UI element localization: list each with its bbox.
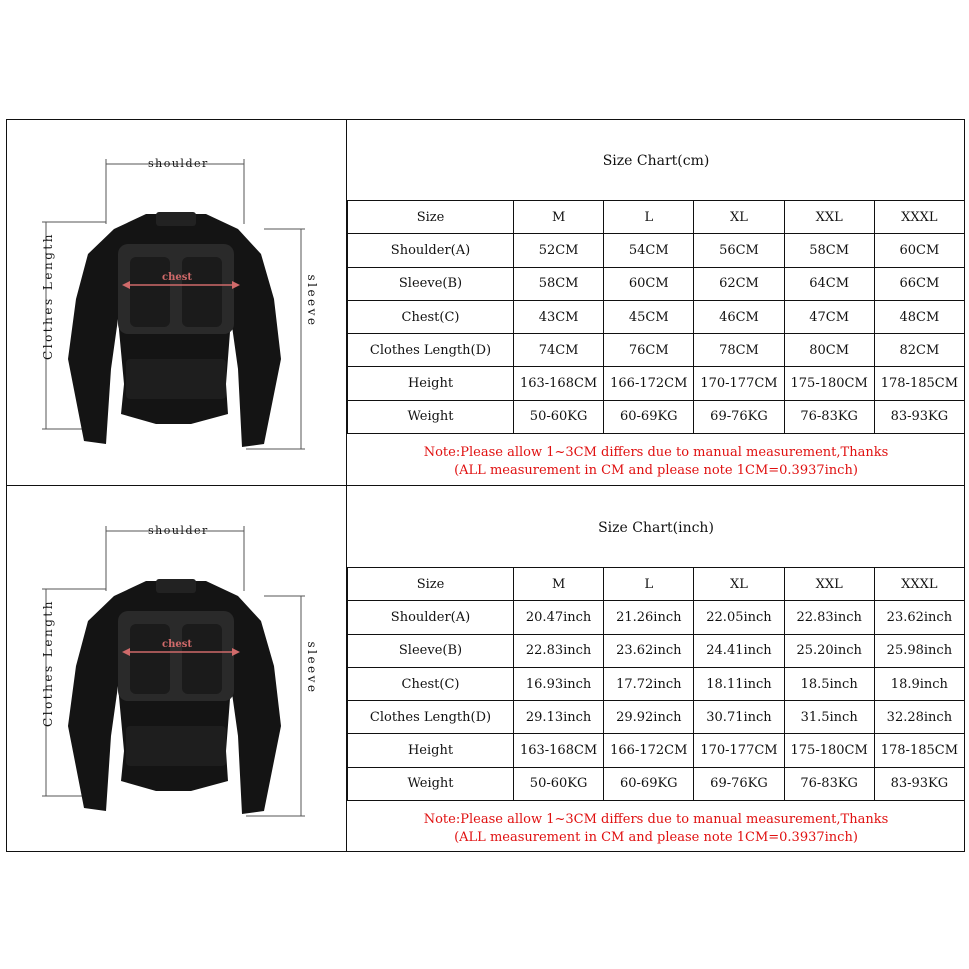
table-cell: 24.41inch bbox=[694, 634, 784, 667]
table-cell: 50-60KG bbox=[514, 767, 604, 800]
table-row bbox=[348, 400, 965, 433]
table-cell: 50-60KG bbox=[514, 400, 604, 433]
table-cell: 54CM bbox=[604, 234, 694, 267]
table-row bbox=[348, 334, 965, 367]
table-row bbox=[348, 367, 965, 400]
table-header-cell: XL bbox=[694, 201, 784, 234]
table-row bbox=[348, 234, 965, 267]
table-cell: 83-93KG bbox=[874, 400, 964, 433]
table-cell: 69-76KG bbox=[694, 400, 784, 433]
table-cell: 45CM bbox=[604, 300, 694, 333]
table-cell: 60-69KG bbox=[604, 767, 694, 800]
row-label-cell: Weight bbox=[348, 400, 514, 433]
table-row bbox=[348, 300, 965, 333]
table-header-cell: Size bbox=[348, 201, 514, 234]
shoulder-label: shoulder bbox=[148, 157, 209, 170]
table-cell: 46CM bbox=[694, 300, 784, 333]
jacket-diagram-cm bbox=[6, 119, 346, 485]
table-cell: 18.5inch bbox=[784, 667, 874, 700]
table-cell: 60-69KG bbox=[604, 400, 694, 433]
row-label-cell: Clothes Length(D) bbox=[348, 701, 514, 734]
table-cell: 32.28inch bbox=[874, 701, 964, 734]
row-label-cell: Weight bbox=[348, 767, 514, 800]
table-header-cell: M bbox=[514, 568, 604, 601]
table-cell: 163-168CM bbox=[514, 367, 604, 400]
table-cell: 18.9inch bbox=[874, 667, 964, 700]
table-cell: 82CM bbox=[874, 334, 964, 367]
table-header-cell: XXXL bbox=[874, 568, 964, 601]
table-cell: 166-172CM bbox=[604, 367, 694, 400]
table-header-cell: L bbox=[604, 568, 694, 601]
table-row bbox=[348, 734, 965, 767]
table-cell: 47CM bbox=[784, 300, 874, 333]
table-cell: 22.05inch bbox=[694, 601, 784, 634]
table-row bbox=[348, 601, 965, 634]
row-label-cell: Height bbox=[348, 734, 514, 767]
table-cell: 23.62inch bbox=[604, 634, 694, 667]
table-row bbox=[348, 667, 965, 700]
shoulder-label: shoulder bbox=[148, 524, 209, 537]
table-cell: 78CM bbox=[694, 334, 784, 367]
chest-label: chest bbox=[162, 639, 192, 650]
table-cell: 83-93KG bbox=[874, 767, 964, 800]
table-header-cell: XXXL bbox=[874, 201, 964, 234]
table-row bbox=[348, 267, 965, 300]
table-cell: 25.98inch bbox=[874, 634, 964, 667]
table-cell: 76-83KG bbox=[784, 400, 874, 433]
table-row bbox=[348, 767, 965, 800]
table-cell: 64CM bbox=[784, 267, 874, 300]
table-cell: 31.5inch bbox=[784, 701, 874, 734]
jacket-illustration bbox=[6, 119, 346, 485]
size-table bbox=[347, 567, 965, 801]
table-header-cell: L bbox=[604, 201, 694, 234]
size-chart-title: Size Chart(inch) bbox=[598, 520, 714, 536]
table-header-row bbox=[348, 568, 965, 601]
table-cell: 178-185CM bbox=[874, 367, 964, 400]
table-cell: 29.13inch bbox=[514, 701, 604, 734]
table-cell: 80CM bbox=[784, 334, 874, 367]
table-cell: 56CM bbox=[694, 234, 784, 267]
table-header-cell: M bbox=[514, 201, 604, 234]
row-label-cell: Height bbox=[348, 367, 514, 400]
row-label-cell: Sleeve(B) bbox=[348, 634, 514, 667]
size-table bbox=[347, 200, 965, 434]
row-label-cell: Shoulder(A) bbox=[348, 234, 514, 267]
table-cell: 170-177CM bbox=[694, 734, 784, 767]
table-cell: 16.93inch bbox=[514, 667, 604, 700]
table-cell: 23.62inch bbox=[874, 601, 964, 634]
table-row bbox=[348, 701, 965, 734]
sleeve-label: sleeve bbox=[305, 641, 319, 695]
table-cell: 66CM bbox=[874, 267, 964, 300]
table-cell: 58CM bbox=[514, 267, 604, 300]
table-cell: 48CM bbox=[874, 300, 964, 333]
table-cell: 74CM bbox=[514, 334, 604, 367]
clothes-length-label: Clothes Length bbox=[41, 599, 55, 727]
table-cell: 25.20inch bbox=[784, 634, 874, 667]
jacket-illustration bbox=[6, 486, 346, 852]
table-cell: 43CM bbox=[514, 300, 604, 333]
note-line-1: Note:Please allow 1~3CM differs due to manual measurement,Thanks bbox=[423, 445, 889, 460]
table-header-row bbox=[348, 201, 965, 234]
table-cell: 60CM bbox=[604, 267, 694, 300]
note-line-2: (ALL measurement in CM and please note 1CM=0.3937inch) bbox=[454, 463, 858, 478]
table-cell: 17.72inch bbox=[604, 667, 694, 700]
table-cell: 21.26inch bbox=[604, 601, 694, 634]
table-cell: 170-177CM bbox=[694, 367, 784, 400]
row-label-cell: Clothes Length(D) bbox=[348, 334, 514, 367]
row-label-cell: Shoulder(A) bbox=[348, 601, 514, 634]
table-cell: 76-83KG bbox=[784, 767, 874, 800]
table-cell: 175-180CM bbox=[784, 734, 874, 767]
chest-label: chest bbox=[162, 272, 192, 283]
clothes-length-label: Clothes Length bbox=[41, 232, 55, 360]
table-cell: 22.83inch bbox=[784, 601, 874, 634]
sleeve-label: sleeve bbox=[305, 274, 319, 328]
size-chart-cm bbox=[347, 119, 965, 485]
table-header-cell: XXL bbox=[784, 568, 874, 601]
table-cell: 60CM bbox=[874, 234, 964, 267]
row-label-cell: Chest(C) bbox=[348, 300, 514, 333]
row-label-cell: Sleeve(B) bbox=[348, 267, 514, 300]
table-cell: 20.47inch bbox=[514, 601, 604, 634]
table-cell: 22.83inch bbox=[514, 634, 604, 667]
table-cell: 76CM bbox=[604, 334, 694, 367]
size-chart-inch bbox=[347, 486, 965, 852]
table-header-cell: XXL bbox=[784, 201, 874, 234]
row-label-cell: Chest(C) bbox=[348, 667, 514, 700]
table-header-cell: Size bbox=[348, 568, 514, 601]
table-cell: 69-76KG bbox=[694, 767, 784, 800]
table-cell: 52CM bbox=[514, 234, 604, 267]
table-header-cell: XL bbox=[694, 568, 784, 601]
note-line-2: (ALL measurement in CM and please note 1CM=0.3937inch) bbox=[454, 830, 858, 845]
table-cell: 30.71inch bbox=[694, 701, 784, 734]
table-cell: 178-185CM bbox=[874, 734, 964, 767]
table-cell: 58CM bbox=[784, 234, 874, 267]
table-cell: 166-172CM bbox=[604, 734, 694, 767]
table-cell: 62CM bbox=[694, 267, 784, 300]
table-cell: 18.11inch bbox=[694, 667, 784, 700]
note-line-1: Note:Please allow 1~3CM differs due to manual measurement,Thanks bbox=[423, 812, 889, 827]
table-cell: 163-168CM bbox=[514, 734, 604, 767]
size-chart-title: Size Chart(cm) bbox=[602, 153, 710, 169]
table-cell: 29.92inch bbox=[604, 701, 694, 734]
table-cell: 175-180CM bbox=[784, 367, 874, 400]
jacket-diagram-inch bbox=[6, 486, 346, 852]
table-row bbox=[348, 634, 965, 667]
